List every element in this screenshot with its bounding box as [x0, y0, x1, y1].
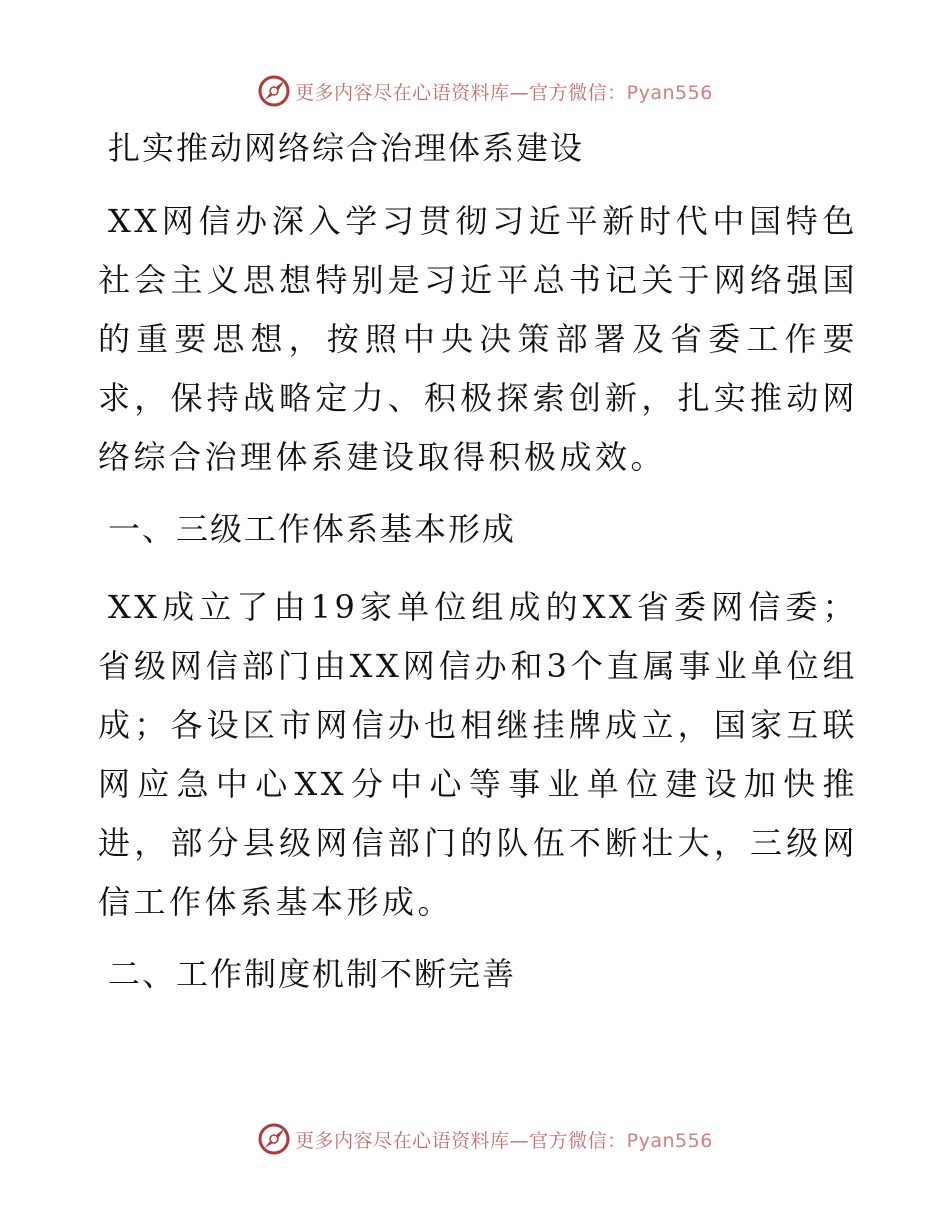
document-body: [98, 124, 858, 1023]
quill-logo-icon: [257, 1122, 291, 1156]
quill-logo-icon: [257, 74, 291, 108]
watermark-wechat-id: Pyan556: [626, 81, 713, 104]
watermark-text: 更多内容尽在心语资料库—官方微信：Pyan556: [295, 81, 713, 104]
watermark-group: [257, 1122, 713, 1156]
document-title: 扎实推动网络综合治理体系建设: [108, 129, 585, 167]
watermark-group: [257, 74, 713, 108]
paragraph-section-1: XX成立了由19家单位组成的XX省委网信委；省级网信部门由XX网信办和3个直属事业单位组成；各设区市网信办也相继挂牌成立，国家互联网应急中心XX分中心等事业单位建设加快推进，部分县级网信部门的队伍不断壮大，三级网信工作体系基本形成。: [98, 588, 858, 921]
section-heading-1: 一、三级工作体系基本形成: [108, 510, 517, 548]
watermark-wechat-id: Pyan556: [626, 1129, 713, 1152]
paragraph-intro: XX网信办深入学习贯彻习近平新时代中国特色社会主义思想特别是习近平总书记关于网络强国的重要思想，按照中央决策部署及省委工作要求，保持战略定力、积极探索创新，扎实推动网络综合治理体系建设取得积极成效。: [98, 202, 858, 476]
header-watermark: [0, 71, 950, 111]
watermark-text: 更多内容尽在心语资料库—官方微信：Pyan556: [295, 1129, 713, 1152]
footer-watermark: [0, 1119, 950, 1159]
section-heading-2: 二、工作制度机制不断完善: [108, 955, 517, 993]
